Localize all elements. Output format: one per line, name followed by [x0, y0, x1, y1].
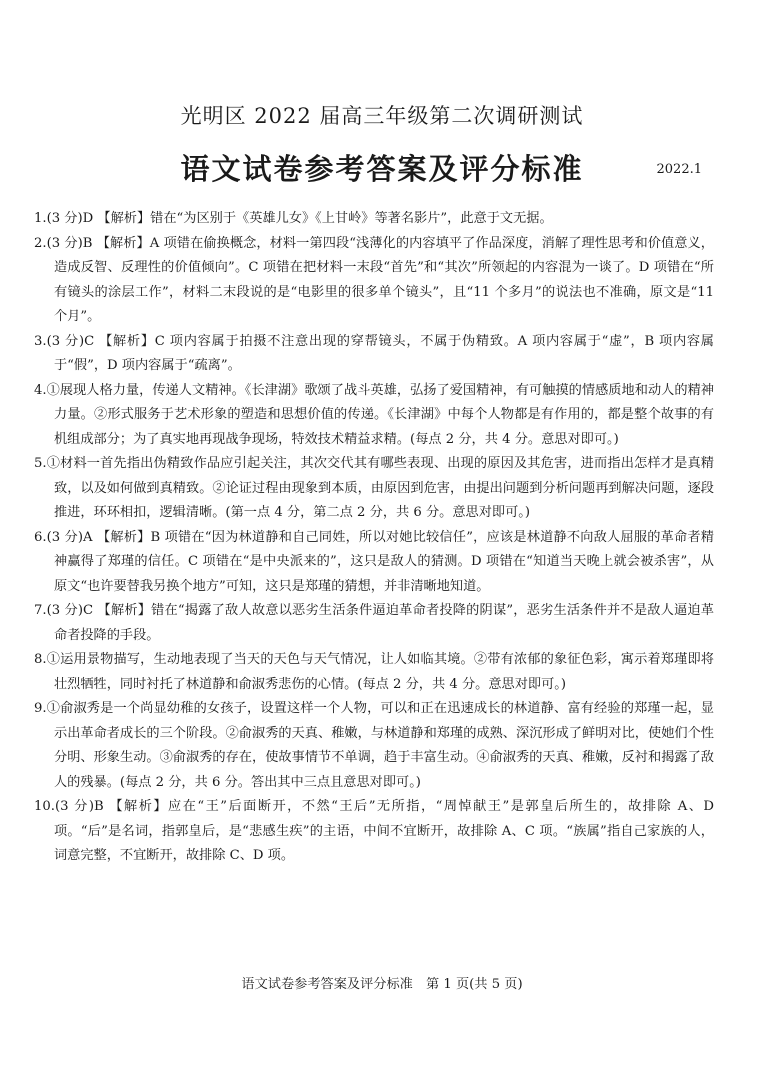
- answer-list: [34, 207, 714, 869]
- answer-item-3: 3.(3 分)C 【解析】C 项内容属于拍摄不注意出现的穿帮镜头，不属于伪精致。A 项内容属于“虚”，B 项内容属于“假”，D 项内容属于“疏离”。: [34, 333, 714, 373]
- answer-item-8: 8.①运用景物描写，生动地表现了当天的天色与天气情况，让人如临其境。②带有浓郁的象征色彩，寓示着郑瑾即将壮烈牺牲，同时衬托了林道静和俞淑秀悲伤的心情。(每点 2 分，共 4 分。意思对即可。): [34, 652, 714, 692]
- answer-item-6: 6.(3 分)A 【解析】B 项错在“因为林道静和自己同姓，所以对她比较信任”，应该是林道静不向敌人屈服的革命者精神赢得了郑瑾的信任。C 项错在“是中央派来的”，这只是敌人的猜测。D 项错在“知道当天晚上就会被杀害”，从原文“也许要替我另换个地方”可知，这只是郑瑾的猜想，并非清晰地知道。: [34, 529, 714, 594]
- answer-item-10: 10.(3 分)B 【解析】应在“王”后面断开，不然“王后”无所指，“周悼献王”是郭皇后所生的，故排除 A、D 项。“后”是名词，指郭皇后，是“悲感生疾”的主语，中间不宜断开，故排除 A、C 项。“族属”指自己家族的人，词意完整，不宜断开，故排除 C、D 项。: [34, 799, 714, 863]
- answer-item-7: 7.(3 分)C 【解析】错在“揭露了敌人故意以恶劣生活条件逼迫革命者投降的阴谋”，恶劣生活条件并不是敌人逼迫革命者投降的手段。: [34, 603, 714, 643]
- document-date: 2022.1: [656, 162, 702, 177]
- answer-item-4: 4.①展现人格力量，传递人文精神。《长津湖》歌颂了战斗英雄，弘扬了爱国精神，有可触摸的情感质地和动人的精神力量。②形式服务于艺术形象的塑造和思想价值的传递。《长津湖》中每个人物都是有作用的，都是整个故事的有机组成部分；为了真实地再现战争现场，特效技术精益求精。(每点 2 分，共 4 分。意思对即可。): [34, 382, 714, 447]
- answer-item-5: 5.①材料一首先指出伪精致作品应引起关注，其次交代其有哪些表现、出现的原因及其危害，进而指出怎样才是真精致，以及如何做到真精致。②论证过程由现象到本质，由原因到危害，由提出问题到分析问题再到解决问题，逐段推进，环环相扣，逻辑清晰。(第一点 4 分，第二点 2 分，共 6 分。意思对即可。): [34, 456, 714, 520]
- exam-title: 光明区 2022 届高三年级第二次调研测试: [180, 104, 584, 128]
- answer-item-2: 2.(3 分)B 【解析】A 项错在偷换概念，材料一第四段“浅薄化的内容填平了作品深度，消解了理性思考和价值意义，造成反智、反理性的价值倾向”。C 项错在把材料一末段“首先”和“其次”所领起的内容混为一谈了。D 项错在“所有镜头的涂层工作”，材料二末段说的是“电影里的很多单个镜头”，且“11 个多月”的说法也不准确，原文是“11 个月”。: [34, 235, 714, 324]
- document-title: 语文试卷参考答案及评分标准: [180, 152, 584, 186]
- answer-item-1: 1.(3 分)D 【解析】错在“为区别于《英雄儿女》《上甘岭》等著名影片”，此意于文无据。: [34, 211, 553, 226]
- answer-item-9: 9.①俞淑秀是一个尚显幼稚的女孩子，设置这样一个人物，可以和正在迅速成长的林道静、富有经验的郑瑾一起，显示出革命者成长的三个阶段。②俞淑秀的天真、稚嫩，与林道静和郑瑾的成熟、深沉形成了鲜明对比，使她们个性分明、形象生动。③俞淑秀的存在，使故事情节不单调，趋于丰富生动。④俞淑秀的天真、稚嫩，反衬和揭露了敌人的残暴。(每点 2 分，共 6 分。答出其中三点且意思对即可。): [34, 701, 714, 790]
- page-footer: 语文试卷参考答案及评分标准 第 1 页(共 5 页): [241, 977, 523, 992]
